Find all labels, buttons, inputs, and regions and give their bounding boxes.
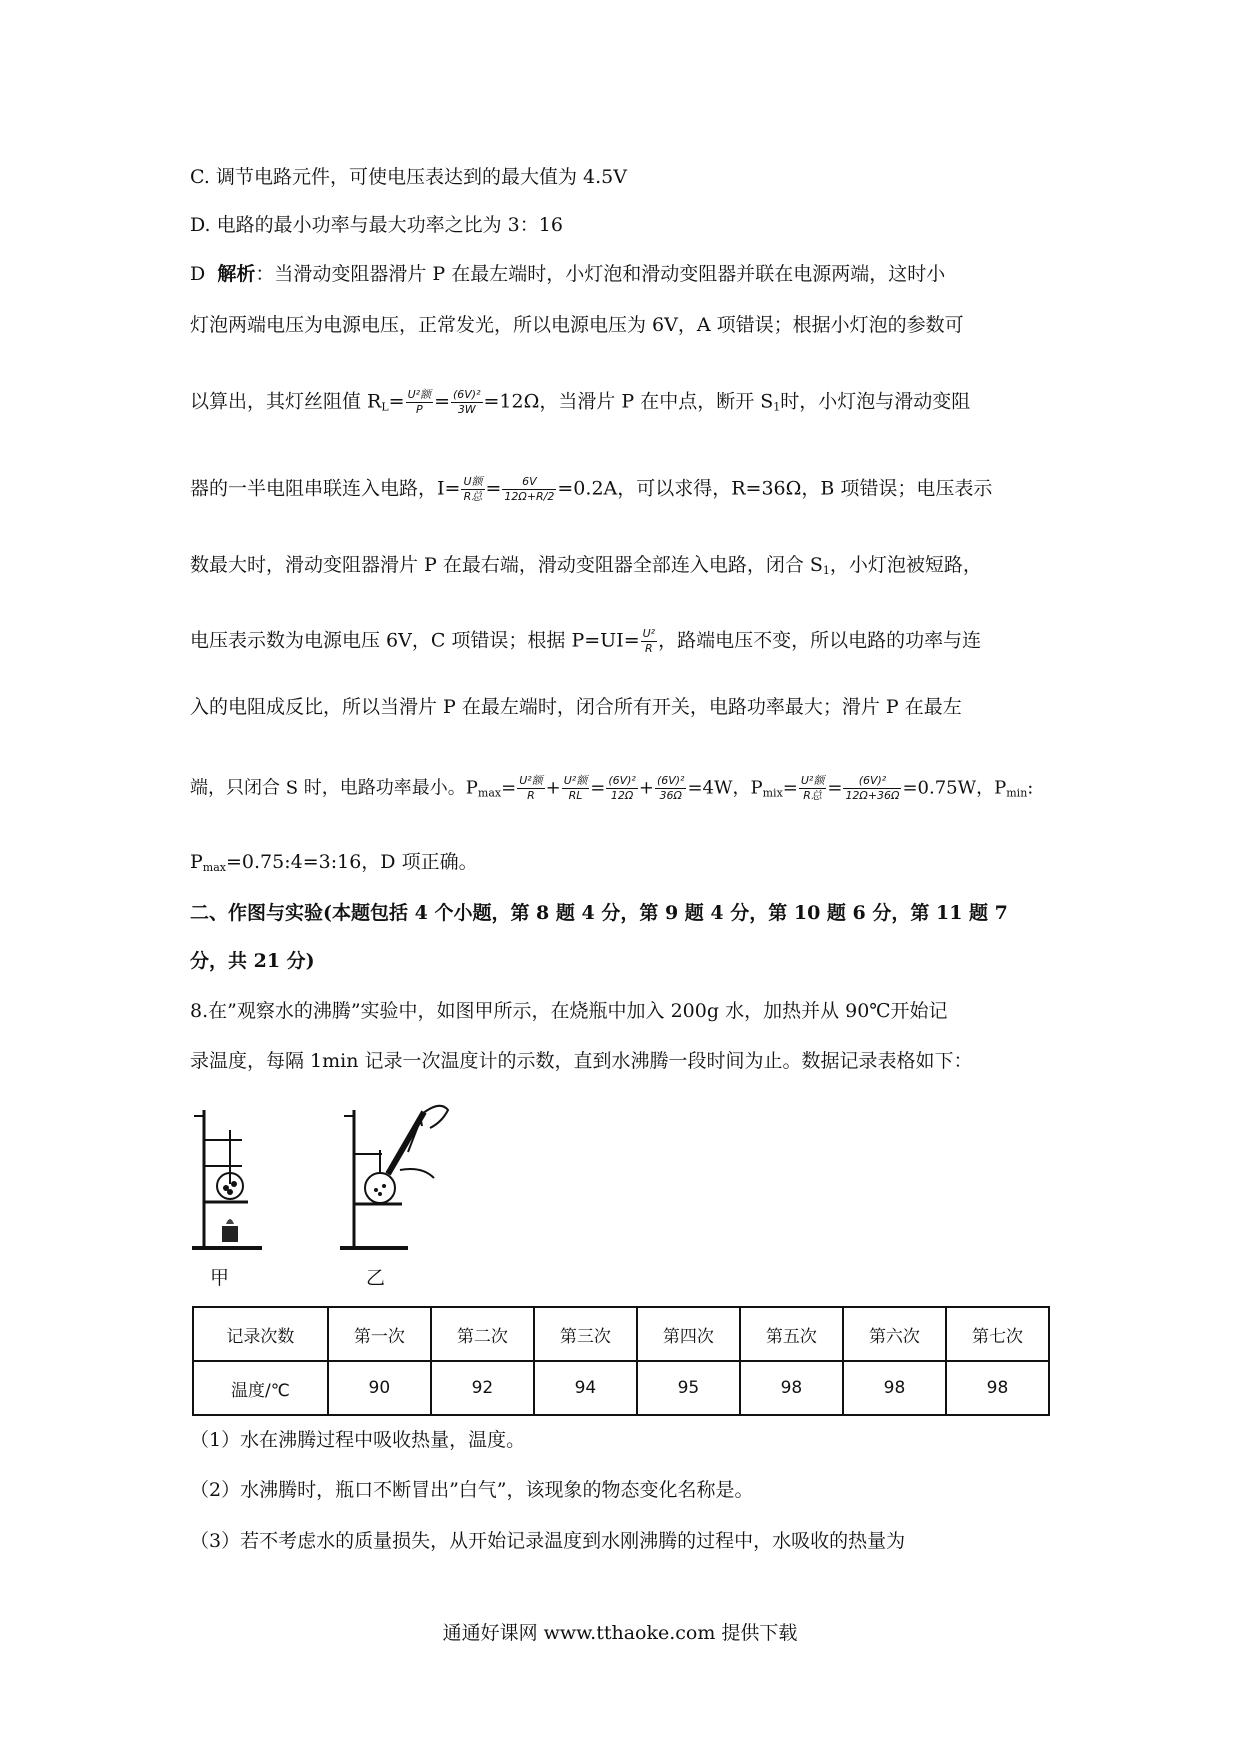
formula-rl: $\frac{\text{U²额}}{P}$ — [407, 388, 432, 416]
table-cell: 温度/℃ — [193, 1361, 328, 1415]
table-cell: 记录次数 — [193, 1307, 328, 1361]
formula-power: $\frac{\text{U²}}{R}$ — [642, 627, 656, 655]
table-cell: 92 — [431, 1361, 534, 1415]
table-cell: 98 — [946, 1361, 1049, 1415]
formula-pmax-2: $\frac{\text{U²额}}{RL}$ — [563, 774, 588, 802]
analysis-line-7: 入的电阻成反比，所以当滑片 P 在最左端时，闭合所有开关，电路功率最大；滑片 P 在最左 — [190, 696, 962, 718]
formula-current: $\frac{\text{U额}}{\text{R总}}$ — [463, 475, 483, 503]
question-8-part-3: （3）若不考虑水的质量损失，从开始记录温度到水刚沸腾的过程中，水吸收的热量为 — [190, 1530, 906, 1552]
temperature-record-table — [192, 1306, 1050, 1416]
apparatus-yi-figure — [330, 1100, 460, 1260]
table-cell: 第七次 — [946, 1307, 1049, 1361]
table-cell: 第三次 — [534, 1307, 637, 1361]
formula-current-value: $\frac{6V}{12\Omega+R/2}$ — [504, 475, 555, 503]
table-cell: 98 — [843, 1361, 946, 1415]
formula-pmax-3: $\frac{\text{(6V)²}}{12\Omega}$ — [608, 774, 636, 802]
option-c: C. 调节电路元件，可使电压表达到的最大值为 4.5V — [190, 166, 627, 188]
section-2-title-cont: 分，共 21 分) — [190, 950, 315, 972]
analysis-line-4: 器的一半电阻串联连入电路，I= $\frac{\text{U额}}{\text{R总}}$ = $\frac{6V}{12\Omega+R/2}$ =0.2A，可以求得，R=36Ω，B 项错误；电压表示 — [190, 475, 993, 503]
formula-pmin-2: $\frac{\text{(6V)²}}{12\Omega+36\Omega}$ — [845, 774, 900, 802]
analysis-line-3: 以算出，其灯丝阻值 $R_L=$ $\frac{\text{U²额}}{P}$ = $\frac{\text{(6V)²}}{3W}$ =12Ω，当滑片 P 在中点，断开 $S_1$时，小灯泡与滑动变阻 — [190, 388, 971, 416]
table-cell: 第四次 — [637, 1307, 740, 1361]
table-cell: 第一次 — [328, 1307, 431, 1361]
analysis-label: 解析 — [217, 263, 256, 285]
analysis-line-2: 灯泡两端电压为电源电压，正常发光，所以电源电压为 6V，A 项错误；根据小灯泡的参数可 — [190, 314, 964, 336]
table-cell: 第二次 — [431, 1307, 534, 1361]
apparatus-jia-figure — [190, 1110, 270, 1260]
table-cell: 第六次 — [843, 1307, 946, 1361]
formula-pmax-1: $\frac{\text{U²额}}{R}$ — [519, 774, 543, 802]
table-cell: 第五次 — [740, 1307, 843, 1361]
table-cell: 90 — [328, 1361, 431, 1415]
table-header-row — [193, 1307, 1049, 1361]
formula-pmax-4: $\frac{\text{(6V)²}}{36\Omega}$ — [656, 774, 685, 802]
option-d: D. 电路的最小功率与最大功率之比为 3：16 — [190, 214, 563, 236]
formula-rl-value: $\frac{\text{(6V)²}}{3W}$ — [452, 388, 481, 416]
analysis-line-1: D 解析：当滑动变阻器滑片 P 在最左端时，小灯泡和滑动变阻器并联在电源两端，这时小 — [190, 263, 946, 285]
figure-yi-caption: 乙 — [366, 1267, 386, 1289]
analysis-line-5: 数最大时，滑动变阻器滑片 P 在最右端，滑动变阻器全部连入电路，闭合 $S_1$，小灯泡被短路， — [190, 554, 982, 577]
table-cell: 98 — [740, 1361, 843, 1415]
formula-pmin-1: $\frac{\text{U²额}}{\text{R总}}$ — [800, 774, 825, 802]
table-row — [193, 1361, 1049, 1415]
analysis-line-8: 端，只闭合 S 时，电路功率最小。$P_{max}=$ $\frac{\text{U²额}}{R}$ + $\frac{\text{U²额}}{RL}$ = $\frac{\text{(6V)²}}{12\Omega}$ + $\frac{\text{(6V)²}}{36\Omega}$ =4W，$P_{mix}=$ $\frac{\text{U²额}}{\text{R总}}$ = $\frac{\text{(6V)²}}{12\Omega+36\Omega}$ =0.75W，$P_{min}$: — [190, 774, 1034, 802]
figure-jia-caption: 甲 — [210, 1267, 230, 1289]
section-2-title: 二、作图与实验(本题包括 4 个小题，第 8 题 4 分，第 9 题 4 分，第 10 题 6 分，第 11 题 7 — [190, 902, 1008, 924]
analysis-line-6: 电压表示数为电源电压 6V，C 项错误；根据 P=UI= $\frac{\text{U²}}{R}$ ，路端电压不变，所以电路的功率与连 — [190, 627, 982, 655]
question-8-part-1: （1）水在沸腾过程中吸收热量，温度。 — [190, 1429, 526, 1451]
table-cell: 94 — [534, 1361, 637, 1415]
table-cell: 95 — [637, 1361, 740, 1415]
analysis-line-9: $P_{max}=0.75:4=3:16$，D 项正确。 — [190, 851, 478, 874]
page-footer: 通通好课网 www.tthaoke.com 提供下载 — [442, 1622, 798, 1644]
question-8-line-1: 8.在”观察水的沸腾”实验中，如图甲所示，在烧瓶中加入 200g 水，加热并从 90℃开始记 — [190, 1000, 948, 1022]
question-8-line-2: 录温度，每隔 1min 记录一次温度计的示数，直到水沸腾一段时间为止。数据记录表格如下： — [190, 1050, 973, 1072]
question-8-part-2: （2）水沸腾时，瓶口不断冒出”白气”，该现象的物态变化名称是。 — [190, 1479, 754, 1501]
